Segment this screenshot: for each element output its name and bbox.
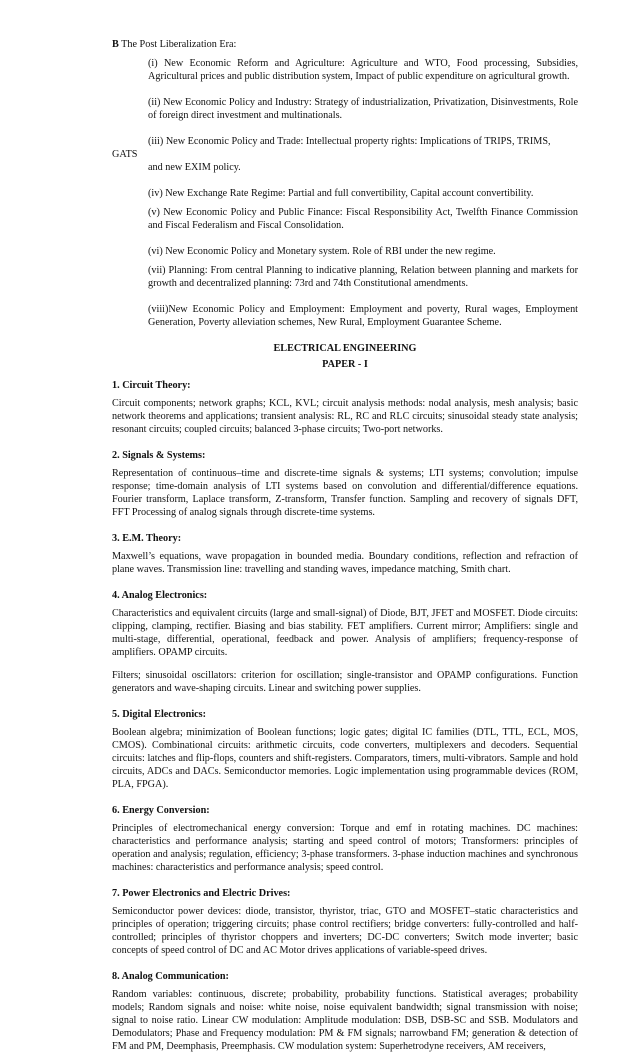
section-heading: 2. Signals & Systems:	[112, 450, 206, 461]
section	[112, 532, 578, 576]
section	[112, 804, 578, 874]
section-heading: 4. Analog Electronics:	[112, 590, 208, 601]
section	[112, 970, 578, 1053]
era-item-trade-gats: GATS	[112, 149, 138, 160]
section	[112, 887, 578, 957]
era-item-trade-line2: and new EXIM policy.	[148, 162, 241, 173]
section-paragraph: Semiconductor power devices: diode, transistor, thyristor, triac, GTO and MOSFET–static characteristics and principles of operation; triggering circuits; phase control rectifiers; bridge converters: fully-controlled and half-controlled; principles of thyristor choppers and inverters; DC-DC converters; Switch mode inverter; basic concepts of speed control of DC and AC Motor drives applications of variable-speed drives.	[112, 906, 578, 956]
era-heading-text: The Post Liberalization Era:	[121, 39, 237, 50]
section-paragraph: Random variables: continuous, discrete; probability, probability functions. Statistical averages; probability models; Random signals and noise: white noise, noise equivalent bandwidth; signal transmission with noise; signal to noise ratio. Linear CW modulation: Amplitude modulation: DSB, DSB-SC and SSB. Modulators and Demodulators; Phase and Frequency modulation: PM & FM signals; narrowband FM; generation & detection of FM and PM, Deemphasis, Preemphasis. CW modulation system: Superhetrodyne receivers, AM receivers,	[112, 989, 578, 1052]
section-heading: 5. Digital Electronics:	[112, 709, 207, 720]
section-heading: 3. E.M. Theory:	[112, 533, 182, 544]
section-heading: 1. Circuit Theory:	[112, 380, 191, 391]
section-heading: 8. Analog Communication:	[112, 971, 229, 982]
section	[112, 708, 578, 791]
section-heading: 7. Power Electronics and Electric Drives:	[112, 888, 291, 899]
era-heading-prefix: B	[112, 39, 119, 50]
section-paragraph: Boolean algebra; minimization of Boolean functions; logic gates; digital IC families (DTL, TTL, ECL, MOS, CMOS). Combinational circuits: arithmetic circuits, code converters, multiplexers and decoders. Sequential circuits: latches and flip-flops, counters and shift-registers. Comparators, timers, multi-vibrators. Sample and hold circuits, ADCs and DACs. Semiconductor memories. Logic implementation using programmable devices (ROM, PLA, FPGA).	[112, 727, 578, 790]
era-item: (i) New Economic Reform and Agriculture: Agriculture and WTO, Food processing, Subsidies, Agricultural prices and public distribution system, Impact of public expenditure on agricultural growth.	[148, 58, 578, 82]
era-item: (viii)New Economic Policy and Employment: Employment and poverty, Rural wages, Employment Generation, Poverty alleviation schemes, New Rural, Employment Guarantee Scheme.	[148, 304, 578, 328]
era-item: (vii) Planning: From central Planning to indicative planning, Relation between planning and markets for growth and decentralized planning: 73rd and 74th Constitutional amendments.	[148, 265, 578, 289]
era-item-trade-line1: (iii) New Economic Policy and Trade: Intellectual property rights: Implications of TRIPS, TRIMS,	[148, 136, 551, 147]
era-item: (v) New Economic Policy and Public Finance: Fiscal Responsibility Act, Twelfth Finance Commission and Fiscal Federalism and Fiscal Consolidation.	[148, 207, 578, 231]
paper-title: ELECTRICAL ENGINEERING	[273, 343, 417, 354]
section-heading: 6. Energy Conversion:	[112, 805, 210, 816]
section	[112, 589, 578, 695]
section-paragraph: Maxwell’s equations, wave propagation in bounded media. Boundary conditions, reflection and refraction of plane waves. Transmission line: travelling and standing waves, impedance matching, Smith chart.	[112, 551, 578, 575]
section	[112, 379, 578, 436]
era-heading	[112, 38, 578, 51]
section	[112, 449, 578, 519]
era-item: (ii) New Economic Policy and Industry: Strategy of industrialization, Privatization, Disinvestments, Role of foreign direct investment and multinationals.	[148, 97, 578, 121]
era-item: (vi) New Economic Policy and Monetary system. Role of RBI under the new regime.	[148, 246, 496, 257]
paper-subtitle: PAPER - I	[322, 359, 368, 370]
era-item: (iv) New Exchange Rate Regime: Partial and full convertibility, Capital account convertibility.	[148, 188, 534, 199]
section-paragraph: Circuit components; network graphs; KCL, KVL; circuit analysis methods: nodal analysis, mesh analysis; basic network theorems and applications; transient analysis: RL, RC and RLC circuits; sinusoidal steady state analysis; resonant circuits; coupled circuits; balanced 3-phase circuits; Two-port networks.	[112, 398, 578, 435]
section-paragraph: Characteristics and equivalent circuits (large and small-signal) of Diode, BJT, JFET and MOSFET. Diode circuits: clipping, clamping, rectifier. Biasing and bias stability. FET amplifiers. Current mirror; Amplifiers: single and multi-stage, differential, operational, feedback and power. Analysis of amplifiers; frequency-response of amplifiers. OPAMP circuits.	[112, 608, 578, 658]
section-paragraph: Principles of electromechanical energy conversion: Torque and emf in rotating machines. DC machines: characteristics and performance analysis; starting and speed control of motors; Transformers: principles of operation and analysis; regulation, efficiency; 3-phase transformers. 3-phase induction machines and synchronous machines: characteristics and performance analysis; speed control.	[112, 823, 578, 873]
section-paragraph: Representation of continuous–time and discrete-time signals & systems; LTI systems; convolution; impulse response; time-domain analysis of LTI systems based on convolution and differential/difference equations. Fourier transform, Laplace transform, Z-transform, Transfer function. Sampling and recovery of signals DFT, FFT Processing of analog signals through discrete-time systems.	[112, 468, 578, 518]
section-paragraph: Filters; sinusoidal oscillators: criterion for oscillation; single-transistor and OPAMP configurations. Function generators and wave-shaping circuits. Linear and switching power supplies.	[112, 670, 578, 694]
era-item-trade	[112, 135, 578, 174]
